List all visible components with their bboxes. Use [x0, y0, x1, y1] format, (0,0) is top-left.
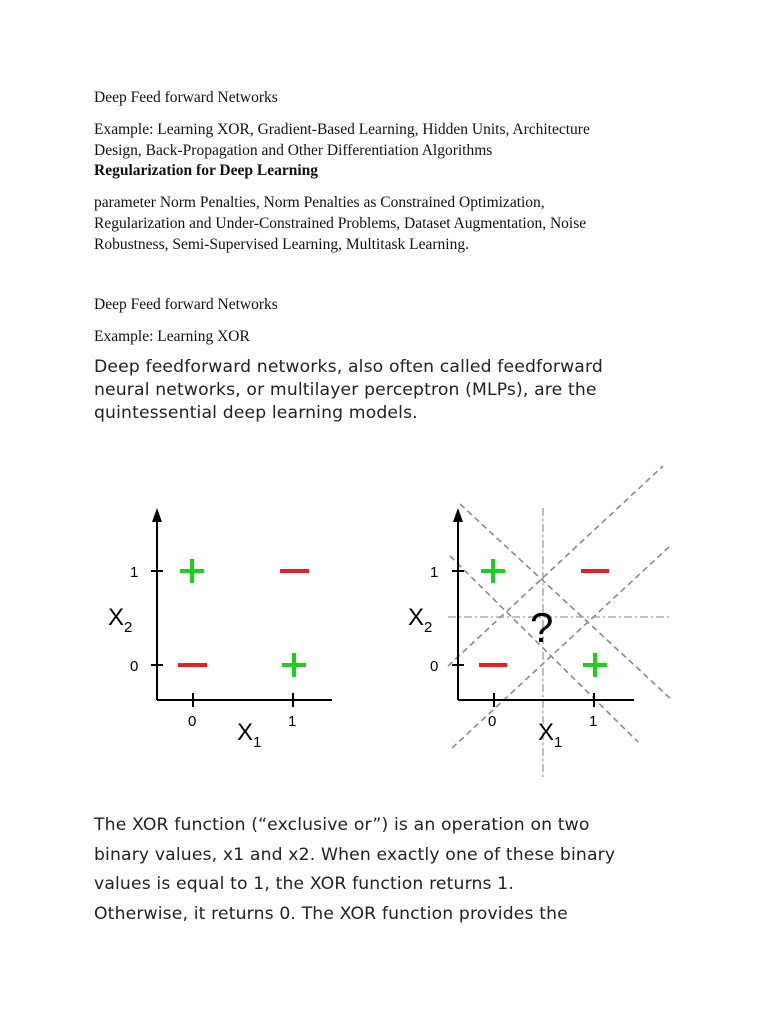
right-x-axis-label — [538, 719, 562, 751]
left-y-label-sub: 2 — [124, 619, 133, 636]
heading-deep-feedforward-2: Deep Feed forward Networks — [94, 296, 278, 313]
text-line: Robustness, Semi-Supervised Learning, Multitask Learning. — [94, 236, 469, 253]
left-x-label-main: X — [237, 719, 254, 746]
text-line: binary values, x1 and x2. When exactly one of these binary — [94, 844, 616, 865]
left-y-label-main: X — [108, 604, 125, 631]
right-y-label-sub: 2 — [424, 619, 433, 636]
left-x-tick-label-0: 0 — [188, 713, 197, 730]
left-y-tick-label-0: 0 — [130, 658, 139, 675]
diagonal-dashed-line-lower — [452, 546, 670, 748]
question-mark: ? — [530, 604, 554, 651]
left-y-axis-label — [108, 604, 132, 636]
right-y-tick-label-0: 0 — [430, 658, 439, 675]
right-y-axis-label — [408, 604, 432, 636]
text-line: Design, Back-Propagation and Other Differentiation Algorithms — [94, 142, 493, 159]
text-line: quintessential deep learning models. — [94, 403, 418, 423]
left-x-axis-label — [237, 719, 261, 751]
right-x-tick-label-0: 0 — [488, 713, 497, 730]
diagonal-dashed-line-upper — [448, 466, 663, 666]
xor-figure — [0, 450, 768, 790]
text-line: Deep feedforward networks, also often called feedforward — [94, 357, 603, 377]
left-plus-marker-top-left — [180, 559, 204, 583]
left-x-label-sub: 1 — [253, 734, 262, 751]
paragraph-intro — [94, 356, 694, 425]
text-line: Otherwise, it returns 0. The XOR function provides the — [94, 903, 568, 924]
right-xor-plot — [408, 466, 672, 778]
section-title-regularization: Regularization for Deep Learning — [94, 162, 319, 179]
left-y-axis-arrow — [152, 508, 162, 522]
text-line: Regularization and Under-Constrained Problems, Dataset Augmentation, Noise — [94, 215, 587, 232]
right-y-tick-label-1: 1 — [430, 564, 439, 581]
text-line: Example: Learning XOR, Gradient-Based Learning, Hidden Units, Architecture — [94, 121, 590, 138]
right-y-axis-arrow — [453, 508, 463, 522]
paragraph-topics — [94, 119, 694, 161]
text-line: parameter Norm Penalties, Norm Penalties as Constrained Optimization, — [94, 194, 545, 211]
right-x-tick-label-1: 1 — [589, 713, 598, 730]
subheading-learning-xor: Example: Learning XOR — [94, 328, 250, 345]
right-plus-marker-top-left — [481, 559, 505, 583]
paragraph-xor-function — [94, 811, 694, 929]
heading-deep-feedforward: Deep Feed forward Networks — [94, 89, 278, 106]
left-y-tick-label-1: 1 — [130, 564, 139, 581]
paragraph-regularization — [94, 192, 694, 255]
right-x-label-main: X — [538, 719, 555, 746]
right-dashed-guides — [448, 466, 672, 748]
right-y-label-main: X — [408, 604, 425, 631]
right-plus-marker-bottom-right — [583, 653, 607, 677]
text-line: values is equal to 1, the XOR function returns 1. — [94, 874, 514, 894]
right-x-label-sub: 1 — [554, 734, 563, 751]
text-line: neural networks, or multilayer perceptron (MLPs), are the — [94, 380, 597, 400]
left-xor-plot — [108, 508, 332, 751]
left-x-tick-label-1: 1 — [288, 713, 297, 730]
left-plus-marker-bottom-right — [282, 653, 306, 677]
text-line: The XOR function (“exclusive or”) is an operation on two — [94, 815, 590, 835]
